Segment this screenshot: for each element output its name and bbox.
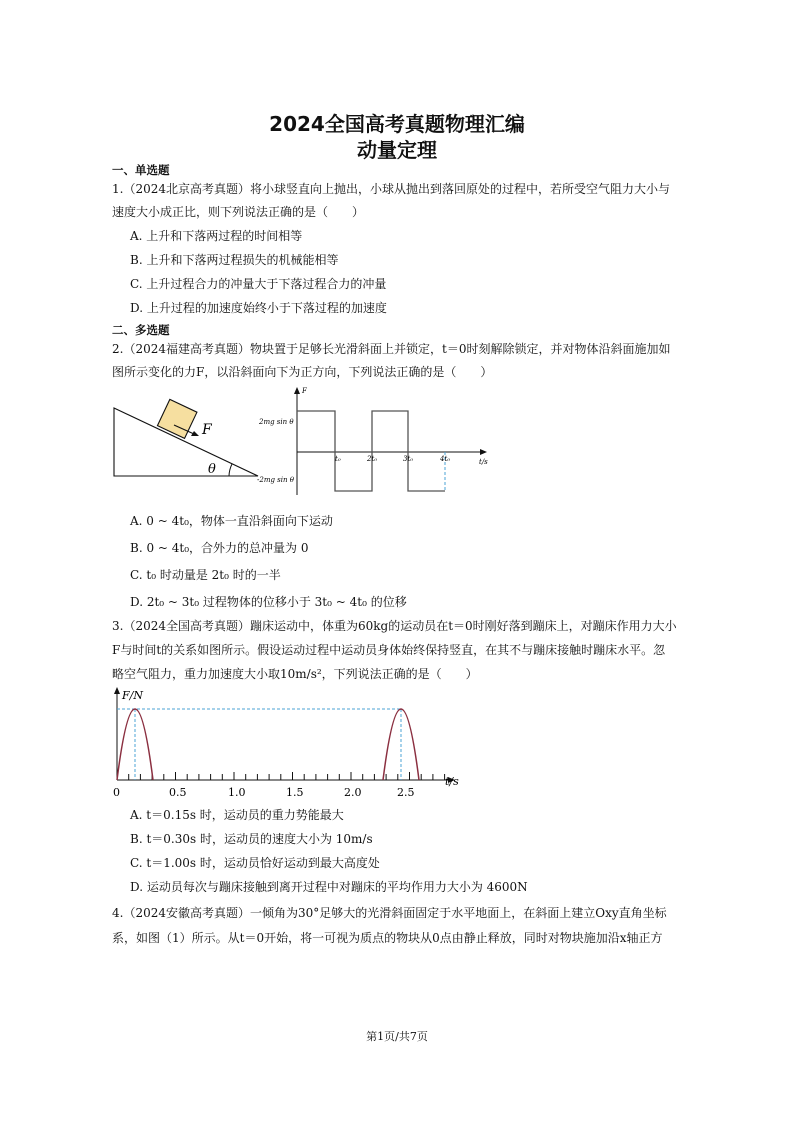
minor-ticks — [129, 772, 445, 780]
q3-option-b: B. t＝0.30s 时，运动员的速度大小为 10m/s — [130, 832, 373, 846]
q1-option-c: C. 上升过程合力的冲量大于下落过程合力的冲量 — [130, 277, 387, 291]
section-single-choice: 一、单选题 — [112, 163, 170, 177]
angle-arc — [229, 464, 232, 476]
x-axis-label: t/s — [479, 458, 488, 466]
q4-stem-line2: 系，如图（1）所示。从t＝0开始，将一可视为质点的物块从0点由静止释放，同时对物块施加沿x轴正方 — [112, 931, 663, 945]
y-axis-arrow — [114, 687, 120, 694]
q2-option-a: A. 0 ~ 4t₀，物体一直沿斜面向下运动 — [130, 514, 333, 528]
y-axis-arrow — [294, 387, 300, 394]
dashed-guides — [335, 411, 445, 491]
tick-4t0: 4t₀ — [440, 455, 451, 463]
x-axis-label: t/s — [445, 775, 459, 788]
document-subtitle: 动量定理 — [357, 138, 437, 162]
q4-stem-line1: 4.（2024安徽高考真题）一倾角为30°足够大的光滑斜面固定于水平地面上，在斜面上建立Oxy直角坐标 — [112, 906, 667, 920]
page-footer: 第1页/共7页 — [366, 1030, 428, 1043]
angle-label: θ — [208, 462, 216, 477]
q2-stem-line2: 图所示变化的力F，以沿斜面向下为正方向，下列说法正确的是（ ） — [112, 365, 493, 379]
tick-2t0: 2t₀ — [367, 455, 378, 463]
force-square-wave — [297, 411, 445, 491]
q1-option-b: B. 上升和下落两过程损失的机械能相等 — [130, 253, 339, 267]
tick-label-2-0: 2.0 — [344, 786, 362, 799]
force-label: F — [202, 422, 212, 438]
x-axis-arrow — [480, 449, 487, 455]
tick-label-0-5: 0.5 — [169, 786, 187, 799]
q2-stem-line1: 2.（2024福建高考真题）物块置于足够长光滑斜面上并锁定，t＝0时刻解除锁定，并对物体沿斜面施加如 — [112, 342, 671, 356]
q3-stem-line3: 略空气阻力，重力加速度大小取10m/s²，下列说法正确的是（ ） — [112, 667, 478, 681]
q1-stem-line1: 1.（2024北京高考真题）将小球竖直向上抛出，小球从抛出到落回原处的过程中，若所受空气阻力大小与 — [112, 182, 670, 196]
q2-option-d: D. 2t₀ ~ 3t₀ 过程物体的位移小于 3t₀ ~ 4t₀ 的位移 — [130, 595, 407, 609]
q3-option-d: D. 运动员每次与蹦床接触到离开过程中对蹦床的平均作用力大小为 4600N — [130, 880, 528, 894]
q1-option-d: D. 上升过程的加速度始终小于下落过程的加速度 — [130, 301, 387, 315]
q3-stem-line2: F与时间t的关系如图所示。假设运动过程中运动员身体始终保持竖直，在其不与蹦床接触时蹦床水平。忽 — [112, 643, 666, 657]
tick-label-1-5: 1.5 — [286, 786, 304, 799]
y-axis-label: F — [302, 387, 307, 395]
q3-force-graph — [105, 685, 485, 800]
q3-option-a: A. t＝0.15s 时，运动员的重力势能最大 — [130, 808, 344, 822]
y-axis-label: F/N — [122, 689, 143, 702]
y-pos-label: 2mg sin θ — [259, 418, 294, 426]
q3-stem-line1: 3.（2024全国高考真题）蹦床运动中，体重为60kg的运动员在t＝0时刚好落到蹦床上，对蹦床作用力大小 — [112, 619, 677, 633]
q2-option-c: C. t₀ 时动量是 2t₀ 时的一半 — [130, 568, 281, 582]
q3-option-c: C. t＝1.00s 时，运动员恰好运动到最大高度处 — [130, 856, 380, 870]
q2-force-graph — [255, 385, 495, 500]
origin-label: 0 — [113, 786, 120, 799]
document-title: 2024全国高考真题物理汇编 — [269, 112, 525, 136]
tick-t0: t₀ — [335, 455, 341, 463]
q2-incline-figure — [108, 396, 268, 481]
tick-label-2-5: 2.5 — [397, 786, 415, 799]
q1-stem-line2: 速度大小成正比，则下列说法正确的是（ ） — [112, 205, 365, 219]
section-multi-choice: 二、多选题 — [112, 323, 170, 337]
y-neg-label: -2mg sin θ — [257, 476, 294, 484]
tick-3t0: 3t₀ — [403, 455, 414, 463]
tick-label-1-0: 1.0 — [228, 786, 246, 799]
q1-option-a: A. 上升和下落两过程的时间相等 — [130, 229, 303, 243]
q2-option-b: B. 0 ~ 4t₀，合外力的总冲量为 0 — [130, 541, 309, 555]
